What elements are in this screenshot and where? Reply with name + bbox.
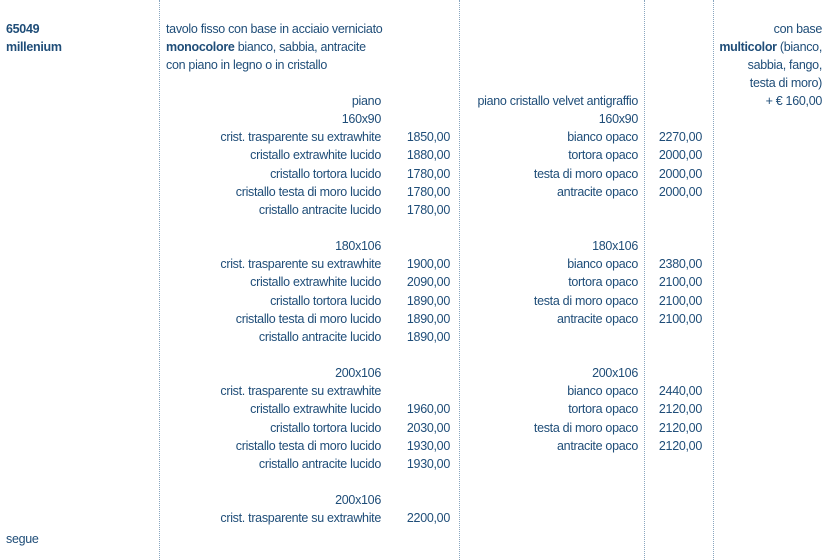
right-size-heading: 160x90 <box>598 112 638 126</box>
left-price-value: 2090,00 <box>406 275 450 290</box>
continued-label: segue <box>6 532 39 546</box>
right-price-label: antracite opaco <box>557 311 638 326</box>
right-price-label: testa di moro opaco <box>533 420 638 435</box>
left-price-value: 1960,00 <box>406 402 450 417</box>
left-price-label: cristallo antracite lucido <box>258 457 381 471</box>
left-header: piano <box>351 94 381 108</box>
right-price-label: antracite opaco <box>557 438 638 453</box>
option-price: + € 160,00 <box>765 94 822 108</box>
option-line-3: sabbia, fango, <box>747 58 822 72</box>
right-size-heading: 200x106 <box>592 366 638 380</box>
left-price-label: crist. trasparente su extrawhite <box>220 130 381 145</box>
left-price-label: crist. trasparente su extrawhite <box>220 257 381 272</box>
left-price-value: 1780,00 <box>406 203 450 217</box>
right-size-heading: 180x106 <box>592 239 638 253</box>
left-price-value: 1850,00 <box>406 130 450 145</box>
option-line-4: testa di moro) <box>749 76 822 90</box>
left-price-label: cristallo tortora lucido <box>270 293 381 308</box>
left-price-value: 1890,00 <box>406 293 450 308</box>
right-price-value: 2100,00 <box>658 293 702 308</box>
product-name: millenium <box>6 40 62 54</box>
left-price-label: cristallo extrawhite lucido <box>250 148 381 163</box>
option-line-2 <box>702 38 822 56</box>
right-price-value: 2440,00 <box>658 384 702 399</box>
right-price-label: tortora opaco <box>568 402 638 417</box>
left-price-label: cristallo testa di moro lucido <box>235 184 381 199</box>
right-header: piano cristallo velvet antigraffio <box>477 94 638 108</box>
left-size-heading: 200x106 <box>335 493 381 507</box>
right-price-value: 2000,00 <box>658 148 702 163</box>
left-size-heading: 200x106 <box>335 366 381 380</box>
right-price-label: tortora opaco <box>568 148 638 163</box>
right-price-value: 2120,00 <box>658 402 702 417</box>
right-price-value: 2270,00 <box>658 130 702 145</box>
left-price-label: crist. trasparente su extrawhite <box>220 384 381 399</box>
left-price-value: 2200,00 <box>406 511 450 526</box>
right-price-value: 2000,00 <box>658 184 702 199</box>
left-price-label: cristallo tortora lucido <box>270 420 381 435</box>
right-price-label: antracite opaco <box>557 184 638 199</box>
left-price-label: cristallo extrawhite lucido <box>250 275 381 290</box>
left-price-value: 1890,00 <box>406 311 450 326</box>
left-price-label: cristallo antracite lucido <box>258 203 381 217</box>
right-price-value: 2000,00 <box>658 166 702 181</box>
right-price-label: tortora opaco <box>568 275 638 290</box>
option-bold: multicolor <box>719 40 777 54</box>
left-price-value: 1880,00 <box>406 148 450 163</box>
description-line-2-rest: bianco, sabbia, antracite <box>234 40 366 54</box>
description-line-1: tavolo fisso con base in acciaio verniciato <box>166 22 383 36</box>
left-size-heading: 160x90 <box>341 112 381 126</box>
right-price-value: 2100,00 <box>658 275 702 290</box>
right-price-label: testa di moro opaco <box>533 293 638 308</box>
left-price-label: cristallo testa di moro lucido <box>235 311 381 326</box>
left-price-label: crist. trasparente su extrawhite <box>220 511 381 526</box>
option-line-2-rest: (bianco, <box>776 40 822 54</box>
left-price-value: 2030,00 <box>406 420 450 435</box>
right-price-value: 2100,00 <box>658 311 702 326</box>
left-price-label: cristallo antracite lucido <box>258 330 381 344</box>
right-price-label: bianco opaco <box>567 257 638 272</box>
product-code: 65049 <box>6 22 40 36</box>
left-price-value: 1930,00 <box>406 457 450 471</box>
right-price-label: bianco opaco <box>567 384 638 399</box>
right-price-label: testa di moro opaco <box>533 166 638 181</box>
option-note <box>702 20 822 110</box>
left-price-label: cristallo extrawhite lucido <box>250 402 381 417</box>
left-price-value: 1890,00 <box>406 330 450 344</box>
product-description <box>166 20 406 74</box>
right-price-value: 2380,00 <box>658 257 702 272</box>
right-price-value: 2120,00 <box>658 420 702 435</box>
product-info <box>6 20 146 56</box>
description-line-2 <box>166 38 406 56</box>
right-price-label: bianco opaco <box>567 130 638 145</box>
left-price-value: 1900,00 <box>406 257 450 272</box>
left-price-label: cristallo testa di moro lucido <box>235 438 381 453</box>
description-line-3: con piano in legno o in cristallo <box>166 58 328 72</box>
left-price-label: cristallo tortora lucido <box>270 166 381 181</box>
description-bold: monocolore <box>166 40 235 54</box>
right-price-value: 2120,00 <box>658 438 702 453</box>
left-size-heading: 180x106 <box>335 239 381 253</box>
left-price-value: 1780,00 <box>406 166 450 181</box>
option-line-1: con base <box>773 22 822 36</box>
left-price-value: 1780,00 <box>406 184 450 199</box>
left-price-value: 1930,00 <box>406 438 450 453</box>
